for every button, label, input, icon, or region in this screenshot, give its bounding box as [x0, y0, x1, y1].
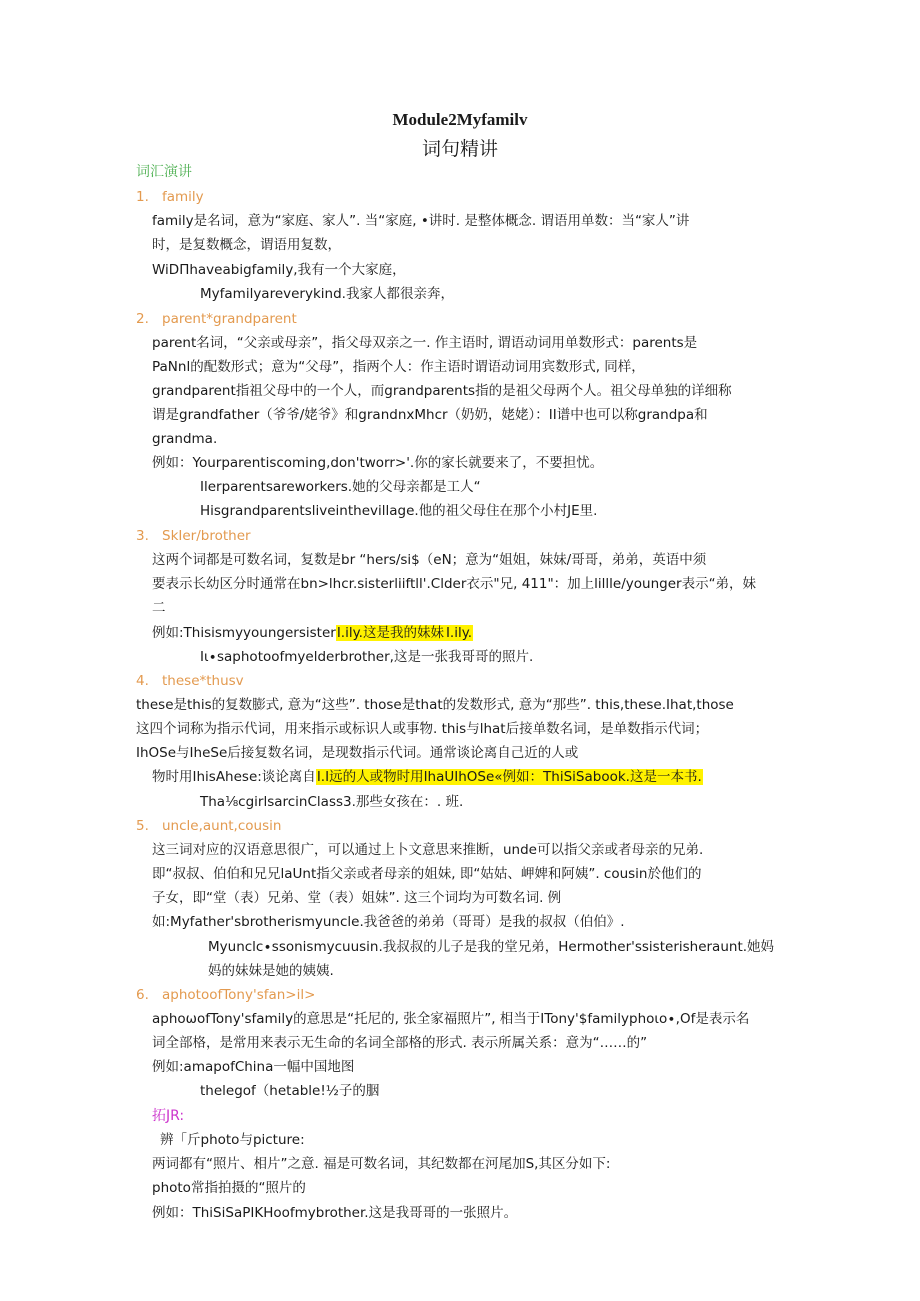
item-word: family: [162, 189, 204, 205]
text-line: Hisgrandparentsliveinthevillage.他的祖父母住在那个小村JE里.: [200, 503, 598, 519]
text-line: 妈的妹妹是她的姨姨.: [208, 963, 334, 979]
text-line: parent名词，“父亲或母亲”，指父母双亲之一. 作主语时, 谓语动词用单数形式：parents是: [152, 335, 698, 351]
item-number: 1.: [136, 189, 149, 205]
text-line: 这四个词称为指示代词，用来指示或标识人或事物. this与lhat后接单数名词，是单数指示代词；: [136, 721, 709, 737]
text-segment: 例如:Thisismyyoungersister: [152, 625, 336, 641]
item-heading: [136, 527, 251, 545]
item-word: SkIer/brother: [162, 528, 251, 544]
expand-label: 拓JR:: [152, 1108, 185, 1124]
text-line: 例如:amapofChina一幅中国地图: [152, 1059, 355, 1075]
text-line: Iι∙saphotoofmyelderbrother,这是一张我哥哥的照片.: [200, 649, 534, 665]
text-line: Myfamilyareverykind.我家人都很亲奔，: [200, 286, 454, 302]
text-line: photo常指拍摄的“照片的: [152, 1180, 306, 1196]
text-line: 二: [152, 600, 166, 616]
item-number: 5.: [136, 818, 149, 834]
text-line: WiDΠhaveabigfamily,我有一个大家庭，: [152, 262, 406, 278]
item-word: parent*grandparent: [162, 311, 297, 327]
text-line: PaNnl的配数形式；意为“父母”，指两个人：作主语时谓语动词用宾数形式, 同样，: [152, 359, 645, 375]
text-line: 要表示长幼区分时通常在bn>lhcr.sisterliiftll'.Clder衣示"兄, 411"：加上lillle/younger表示“弟，妹: [152, 576, 757, 592]
item-word: aphotoofTony'sfan>il>: [162, 987, 316, 1003]
highlighted-text: I.ily.这是我的妹妹: [336, 625, 444, 641]
item-heading: [136, 672, 244, 690]
text-line: Myunclc∙ssonismycuusin.我叔叔的儿子是我的堂兄弟，Hermother'ssisterisheraunt.她妈: [208, 939, 775, 955]
text-line: 子女，即“堂（表）兄弟、堂（表）姐妹”. 这三个词均为可数名词. 例: [152, 890, 562, 906]
text-line: family是名词，意为“家庭、家人”. 当“家庭, •讲时. 是整体概念. 谓语用单数：当“家人”讲: [152, 213, 690, 229]
text-line: 词全部格，是常用来表示无生命的名词全部格的形式. 表示所属关系：意为“……的”: [152, 1035, 648, 1051]
text-line: 辨「斤photo与picture:: [160, 1132, 305, 1148]
item-number: 3.: [136, 528, 149, 544]
text-line: grandparent指祖父母中的一个人，而grandparents指的是祖父母两个人。祖父母单独的详细称: [152, 383, 732, 399]
item-heading: [136, 817, 281, 835]
text-line: these是this的复数膨式, 意为“这些”. those是that的发数形式, 意为“那些”. this,these.Ihat,those: [136, 697, 734, 713]
text-line: 如:Myfather'sbrotherismyuncle.我爸爸的弟弟（哥哥）是我的叔叔（伯伯》.: [152, 914, 625, 930]
item-number: 2.: [136, 311, 149, 327]
text-line: [152, 624, 473, 642]
item-word: uncle,aunt,cousin: [162, 818, 282, 834]
item-number: 6.: [136, 987, 149, 1003]
highlighted-text: I.ily.: [445, 625, 473, 641]
text-line: aphoωofTony'sfamily的意思是“托尼的, 张全家福照片”, 相当于ITony'$familyphoιo∙,Of是表示名: [152, 1011, 750, 1027]
text-segment: 物时用IhisAhese:谈论离自: [152, 769, 316, 785]
text-line: 两词都有“照片、相片”之意. 福是可数名词，其纪数都在河尾加S,其区分如下:: [152, 1156, 611, 1172]
text-line: Ilerparentsareworkers.她的父母亲都是工人“: [200, 479, 481, 495]
text-line: Tha⅛cgirlsarcinClass3.那些女孩在：. 班.: [200, 794, 464, 810]
text-line: 例如：ThiSiSaPIKHoofmybrother.这是我哥哥的一张照片。: [152, 1205, 518, 1221]
section-title: 词汇演讲: [136, 164, 192, 180]
text-line: thelegof（hetable!½子的胭: [200, 1083, 380, 1099]
text-line: 这两个词都是可数名词，复数是br “hers/si$（eN；意为“姐姐，妹妹/哥哥，弟弟，英语中须: [152, 552, 707, 568]
item-number: 4.: [136, 673, 149, 689]
item-heading: [136, 310, 297, 328]
item-heading: [136, 986, 315, 1004]
text-line: 谓是grandfather（爷爷/姥爷》和grandnxMhcr（奶奶，姥姥）：II谱中也可以称grandpa和: [152, 407, 708, 423]
item-word: these*thusv: [162, 673, 244, 689]
text-line: IhOSe与IheSe后接复数名词，是现数指示代词。通常谈论离自己近的人或: [136, 745, 579, 761]
page-title: Module2Myfamilv: [392, 110, 528, 129]
text-line: 这三词对应的汉语意思很广，可以通过上卜文意思来推断，unde可以指父亲或者母亲的兄弟.: [152, 842, 704, 858]
text-line: [152, 768, 703, 786]
text-line: 例如：Yourparentiscoming,don'tworr>'.你的家长就要来了，不要担忧。: [152, 455, 604, 471]
highlighted-text: I.I远的人或物时用IhaUIhOSe«例如：ThiSiSabook.这是一本书.: [316, 769, 702, 785]
page-subtitle: 词句精讲: [421, 138, 498, 160]
text-line: grandma.: [152, 431, 218, 447]
text-line: 时，是复数概念，谓语用复数，: [152, 237, 341, 253]
item-heading: [136, 188, 204, 206]
text-line: 即“叔叔、伯伯和兄兄laUnt指父亲或者母亲的姐妹, 即“姑姑、岬婢和阿姨”. cousin於他们的: [152, 866, 702, 882]
